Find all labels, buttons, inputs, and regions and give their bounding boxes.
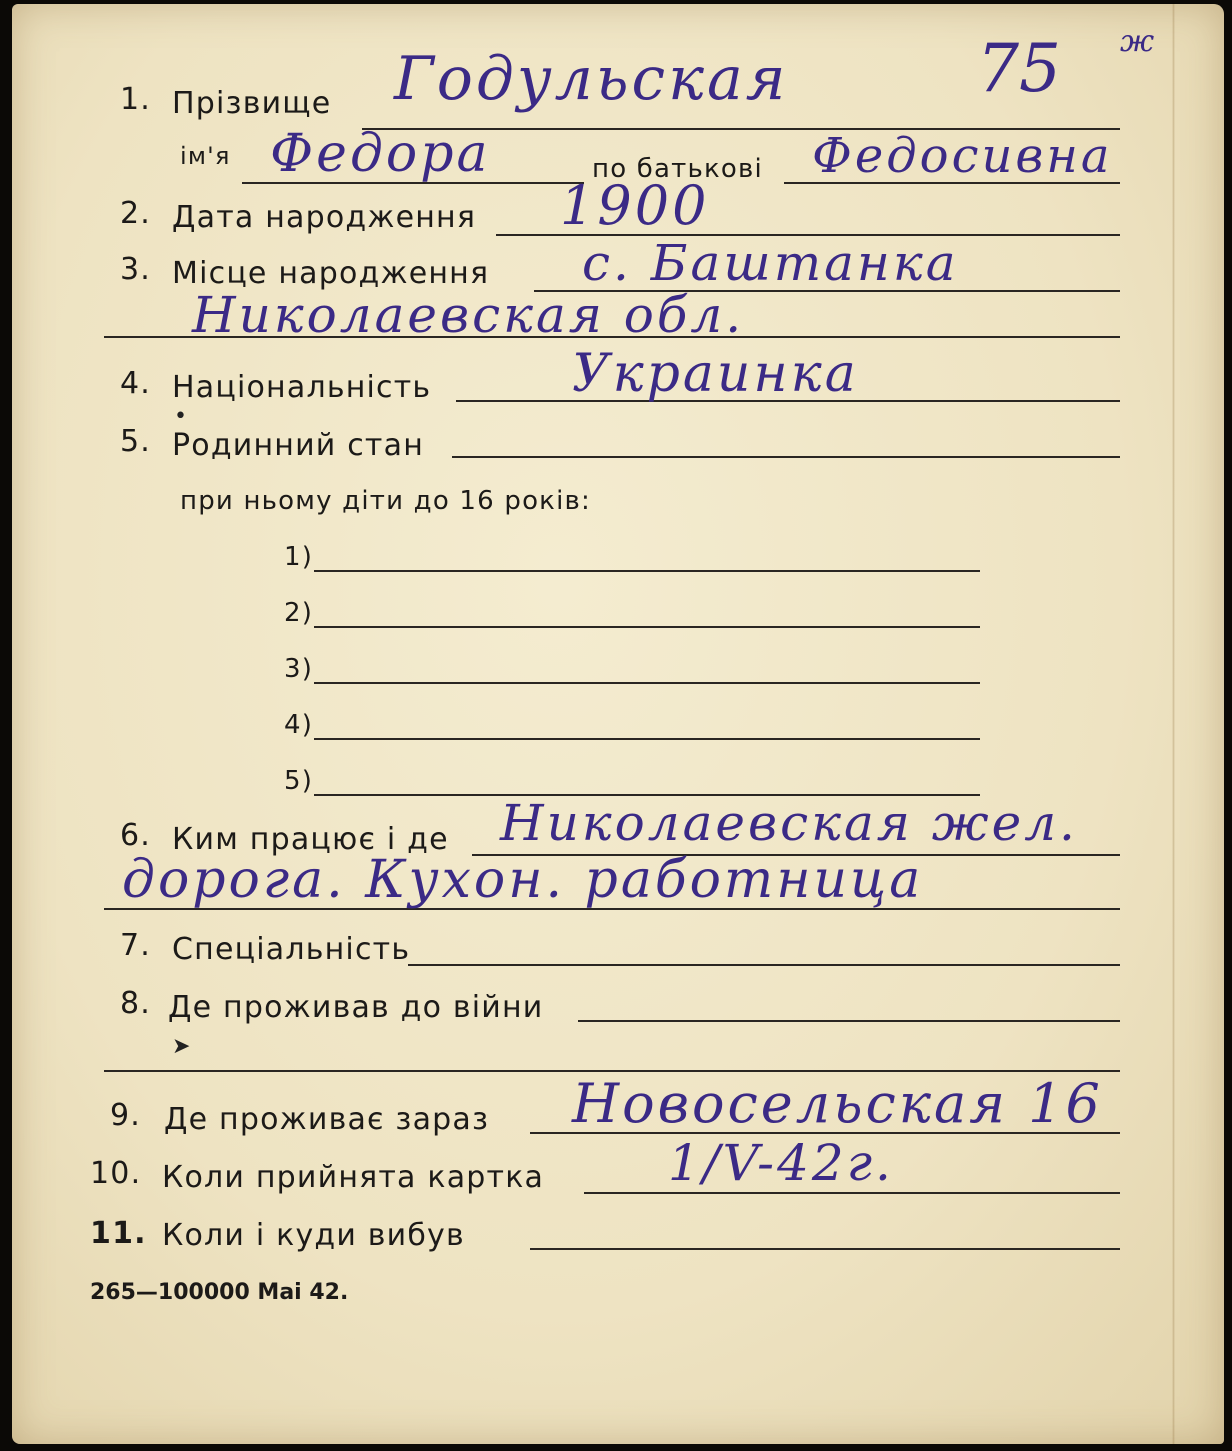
children-heading: при ньому діти до 16 років:	[180, 486, 591, 516]
card-accepted-value: 1/V-42г.	[668, 1134, 894, 1192]
paper-fold	[1172, 4, 1175, 1444]
field-birthdate-label: Дата народження	[172, 200, 477, 235]
field-10-number: 10.	[90, 1156, 142, 1191]
print-run-footer: 265—100000 Mai 42.	[90, 1280, 349, 1305]
field-5-number: 5.	[120, 424, 152, 459]
specialty-line	[408, 964, 1120, 966]
ink-dot: •	[174, 404, 187, 429]
work-value: Николаевская жел.	[500, 794, 1078, 852]
child-4-label: 4)	[284, 710, 314, 740]
surname-value: Годульская	[394, 44, 789, 114]
field-4-number: 4.	[120, 366, 152, 401]
child-1-label: 1)	[284, 542, 314, 572]
field-patronymic-label: по батькові	[592, 154, 763, 184]
card-accepted-line	[584, 1192, 1120, 1194]
field-birthplace-label: Місце народження	[172, 256, 490, 291]
field-9-number: 9.	[110, 1098, 142, 1133]
child-1-line	[314, 570, 980, 572]
birthplace-value-2: Николаевская обл.	[192, 286, 745, 344]
prewar-address-line	[578, 1020, 1120, 1022]
field-2-number: 2.	[120, 196, 152, 231]
registration-card	[12, 4, 1224, 1444]
field-nationality-label: Національність	[172, 370, 432, 405]
current-address-value: Новосельская 16	[572, 1072, 1103, 1135]
patronymic-value: Федосивна	[812, 128, 1113, 184]
child-2-line	[314, 626, 980, 628]
field-departure-label: Коли і куди вибув	[162, 1218, 465, 1253]
ink-arrow: ➤	[172, 1034, 191, 1059]
field-prewar-address-label: Де проживав до війни	[168, 990, 544, 1025]
field-3-number: 3.	[120, 252, 152, 287]
child-3-label: 3)	[284, 654, 314, 684]
corner-number: 75	[977, 30, 1061, 107]
field-7-number: 7.	[120, 928, 152, 963]
field-11-number: 11.	[90, 1216, 147, 1251]
corner-mark: ж	[1120, 24, 1158, 59]
marital-line	[452, 456, 1120, 458]
field-1-number: 1.	[120, 82, 152, 117]
departure-line	[530, 1248, 1120, 1250]
name-value: Федора	[270, 124, 491, 184]
field-8-number: 8.	[120, 986, 152, 1021]
birthdate-value: 1900	[560, 174, 710, 237]
nationality-value: Украинка	[572, 344, 859, 404]
field-card-accepted-label: Коли прийнята картка	[162, 1160, 545, 1195]
child-4-line	[314, 738, 980, 740]
field-name-label: ім'я	[180, 142, 231, 170]
field-6-number: 6.	[120, 818, 152, 853]
field-marital-label: Родинний стан	[172, 428, 425, 463]
child-3-line	[314, 682, 980, 684]
field-work-label: Ким працює і де	[172, 822, 449, 857]
field-surname-label: Прізвище	[172, 86, 332, 121]
child-2-label: 2)	[284, 598, 314, 628]
field-specialty-label: Спеціальність	[172, 932, 411, 967]
birthplace-value: с. Баштанка	[582, 234, 959, 292]
field-current-address-label: Де проживає зараз	[164, 1102, 490, 1137]
child-5-label: 5)	[284, 766, 314, 796]
work-value-2: дорога. Кухон. работница	[122, 850, 924, 910]
